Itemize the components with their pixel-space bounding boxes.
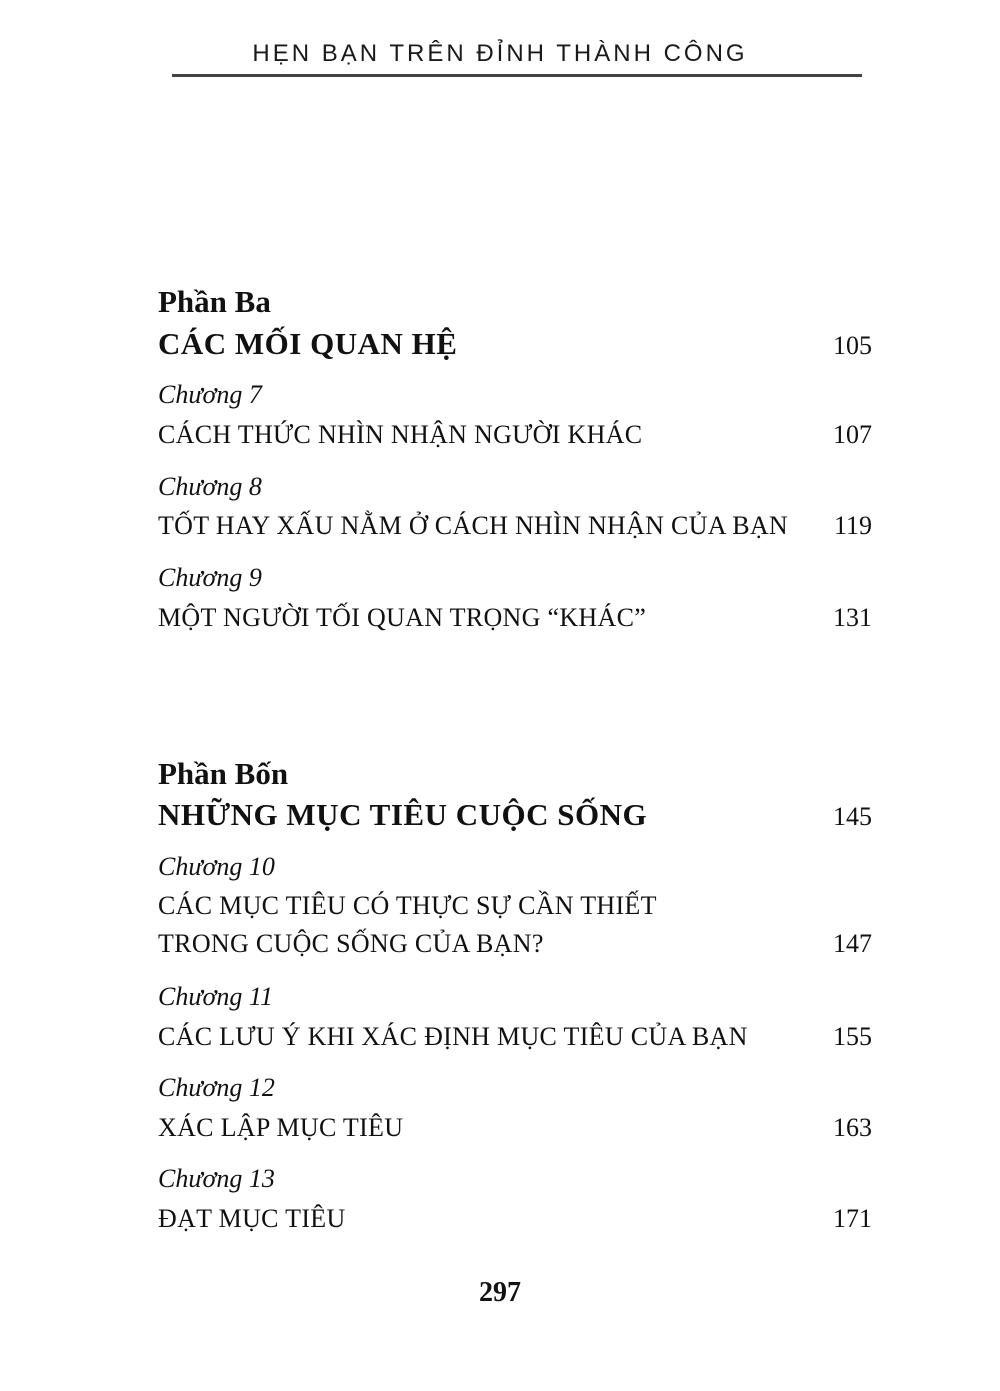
chapter-label: Chương 11 [158,982,273,1011]
chapter-title: TỐT HAY XẤU NẰM Ở CÁCH NHÌN NHẬN CỦA BẠN [158,511,789,540]
chapter-title: CÁC LƯU Ý KHI XÁC ĐỊNH MỤC TIÊU CỦA BẠN [158,1022,748,1051]
part-label: Phần Ba [158,284,271,319]
header-rule [172,74,862,77]
chapter-page-number: 131 [833,603,872,632]
chapter-row [158,929,872,959]
chapter-title: XÁC LẬP MỤC TIÊU [158,1113,404,1142]
chapter-row [158,511,872,541]
part-row [158,797,872,833]
chapter-label: Chương 8 [158,472,262,501]
chapter-label: Chương 13 [158,1164,275,1193]
chapter-row [158,1022,872,1052]
part-title: NHỮNG MỤC TIÊU CUỘC SỐNG [158,797,648,832]
chapter-label: Chương 10 [158,852,275,881]
chapter-title: TRONG CUỘC SỐNG CỦA BẠN? [158,929,544,958]
chapter-title: MỘT NGƯỜI TỐI QUAN TRỌNG “KHÁC” [158,603,647,632]
chapter-row [158,420,872,450]
part-title: CÁC MỐI QUAN HỆ [158,326,458,361]
chapter-title: CÁCH THỨC NHÌN NHẬN NGƯỜI KHÁC [158,420,643,449]
chapter-page-number: 155 [833,1022,872,1051]
part-label: Phần Bốn [158,756,289,791]
part-page-number: 145 [833,802,872,831]
chapter-page-number: 147 [833,929,872,958]
chapter-page-number: 119 [833,511,872,540]
chapter-label: Chương 12 [158,1073,275,1102]
running-head: HẸN BẠN TRÊN ĐỈNH THÀNH CÔNG [252,40,748,67]
chapter-row [158,603,872,633]
chapter-row [158,1113,872,1143]
chapter-label: Chương 9 [158,563,262,592]
part-page-number: 105 [833,331,872,360]
chapter-page-number: 163 [833,1113,872,1142]
chapter-row [158,1204,872,1234]
page-number: 297 [479,1277,521,1308]
chapter-page-number: 171 [833,1204,872,1233]
chapter-label: Chương 7 [158,380,262,409]
chapter-title-line: CÁC MỤC TIÊU CÓ THỰC SỰ CẦN THIẾT [158,891,657,920]
chapter-page-number: 107 [833,420,872,449]
chapter-title: ĐẠT MỤC TIÊU [158,1204,346,1233]
part-row [158,326,872,362]
